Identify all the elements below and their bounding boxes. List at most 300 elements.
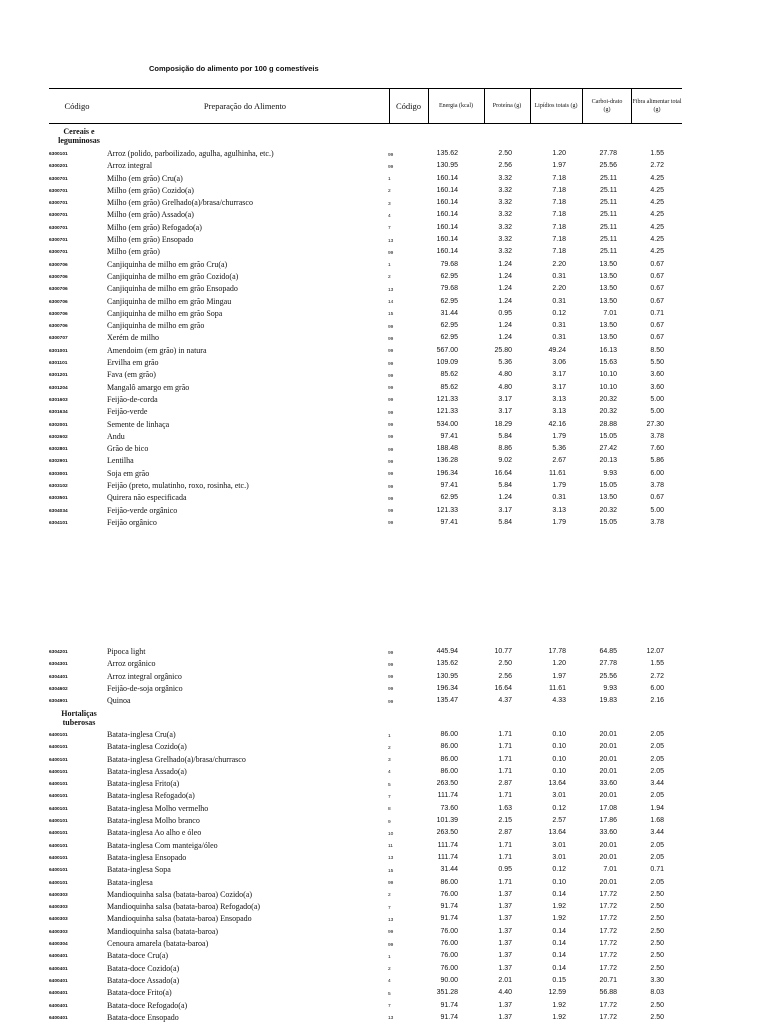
lipid-value: 0.14 (552, 940, 566, 948)
protein-value: 1.71 (498, 755, 512, 763)
food-code: 6304901 (49, 699, 68, 705)
table-row (0, 234, 768, 246)
protein-value: 1.71 (498, 853, 512, 861)
food-code: 6400401 (49, 978, 68, 984)
food-preparation: Batata-doce Cozido(a) (107, 963, 180, 973)
food-code: 6400303 (49, 905, 68, 911)
table-row (0, 308, 768, 320)
protein-value: 3.32 (498, 248, 512, 256)
table-row (0, 975, 768, 987)
carbohydrate-value: 25.11 (600, 211, 617, 219)
food-preparation: Canjiquinha de milho em grão Sopa (107, 308, 223, 318)
energy-value: 79.68 (440, 285, 458, 293)
lipid-value: 3.01 (552, 853, 566, 861)
food-preparation: Feijão-verde orgânico (107, 505, 178, 515)
preparation-code: 8 (388, 807, 391, 813)
food-preparation: Andu (107, 431, 125, 441)
protein-value: 2.01 (498, 976, 512, 984)
table-row (0, 148, 768, 160)
energy-value: 111.74 (437, 841, 458, 849)
preparation-code: 99 (388, 435, 394, 441)
lipid-value: 0.12 (552, 866, 566, 874)
energy-value: 76.00 (440, 964, 458, 972)
protein-value: 5.84 (498, 432, 512, 440)
energy-value: 86.00 (440, 767, 458, 775)
lipid-value: 0.31 (552, 272, 566, 280)
lipid-value: 3.01 (552, 841, 566, 849)
table-row (0, 766, 768, 778)
food-preparation: Cenoura amarela (batata-baroa) (107, 939, 209, 949)
energy-value: 130.95 (436, 162, 458, 170)
header-lipidios: Lipídios totais (g) (534, 102, 578, 109)
carbohydrate-value: 15.05 (599, 518, 617, 526)
food-code: 6400101 (49, 855, 68, 861)
preparation-code: 14 (388, 300, 394, 306)
fiber-value: 1.55 (650, 150, 664, 157)
carbohydrate-value: 17.72 (599, 940, 617, 948)
food-code: 6400401 (49, 954, 68, 960)
table-row (0, 394, 768, 406)
fiber-value: 0.67 (650, 260, 664, 268)
food-code: 6300701 (49, 250, 68, 256)
food-code: 6300701 (49, 201, 68, 207)
preparation-code: 99 (388, 336, 394, 342)
carbohydrate-value: 16.13 (599, 346, 617, 354)
food-preparation: Feijão orgânico (107, 517, 157, 527)
fiber-value: 8.50 (650, 346, 664, 354)
food-preparation: Semente de linhaça (107, 419, 170, 429)
preparation-code: 10 (388, 831, 394, 837)
carbohydrate-value: 17.72 (599, 952, 617, 960)
lipid-value: 3.13 (552, 506, 566, 514)
fiber-value: 3.78 (650, 482, 664, 490)
fiber-value: 3.60 (650, 371, 664, 379)
fiber-value: 2.50 (650, 1001, 664, 1009)
food-code: 6304201 (49, 650, 68, 655)
carbohydrate-value: 13.50 (599, 272, 617, 280)
lipid-value: 0.12 (552, 804, 566, 812)
protein-value: 1.37 (498, 890, 512, 898)
energy-value: 351.28 (436, 989, 458, 997)
energy-value: 160.14 (436, 211, 458, 219)
energy-value: 73.60 (440, 804, 458, 812)
protein-value: 4.80 (498, 371, 512, 379)
table-row (0, 480, 768, 492)
food-preparation: Milho (em grão) Assado(a) (107, 210, 194, 220)
lipid-value: 1.97 (552, 162, 566, 170)
carbohydrate-value: 17.08 (599, 804, 617, 812)
preparation-code: 99 (388, 484, 394, 490)
food-code: 6303102 (49, 484, 68, 490)
fiber-value: 2.50 (650, 940, 664, 948)
lipid-value: 7.18 (552, 186, 566, 194)
preparation-code: 99 (388, 410, 394, 416)
table-row (0, 296, 768, 308)
carbohydrate-value: 33.60 (599, 829, 617, 837)
carbohydrate-value: 9.93 (603, 469, 617, 477)
table-row (0, 889, 768, 901)
protein-value: 1.71 (498, 743, 512, 751)
preparation-code: 99 (388, 324, 394, 330)
carbohydrate-value: 56.88 (599, 989, 617, 997)
energy-value: 111.74 (437, 853, 458, 861)
fiber-value: 2.50 (650, 927, 664, 935)
fiber-value: 3.78 (650, 518, 664, 526)
carbohydrate-value: 20.01 (599, 755, 617, 763)
protein-value: 1.37 (498, 915, 512, 923)
fiber-value: 4.25 (650, 174, 664, 182)
preparation-code: 5 (388, 991, 391, 997)
lipid-value: 0.31 (552, 297, 566, 305)
energy-value: 91.74 (440, 1013, 458, 1021)
protein-value: 25.80 (494, 346, 512, 354)
table-row (0, 369, 768, 381)
table-row (0, 658, 768, 670)
carbohydrate-value: 13.50 (599, 260, 617, 268)
food-code: 6400101 (49, 880, 68, 886)
protein-value: 4.80 (498, 383, 512, 391)
preparation-code: 2 (388, 893, 391, 899)
energy-value: 76.00 (440, 952, 458, 960)
food-code: 6304101 (49, 520, 68, 526)
fiber-value: 5.00 (650, 408, 664, 416)
lipid-value: 4.33 (552, 697, 566, 705)
preparation-code: 15 (388, 868, 394, 874)
carbohydrate-value: 64.85 (599, 648, 617, 655)
food-code: 6300101 (49, 152, 68, 157)
lipid-value: 13.64 (548, 829, 566, 837)
food-code: 6304401 (49, 674, 68, 680)
energy-value: 101.39 (436, 817, 458, 825)
table-row (0, 197, 768, 209)
protein-value: 18.29 (494, 420, 512, 428)
fiber-value: 5.00 (650, 506, 664, 514)
fiber-value: 4.25 (650, 211, 664, 219)
fiber-value: 2.05 (650, 878, 664, 886)
lipid-value: 3.17 (552, 383, 566, 391)
protein-value: 1.37 (498, 940, 512, 948)
preparation-code: 5 (388, 782, 391, 788)
food-preparation: Arroz integral (107, 161, 153, 171)
preparation-code: 99 (388, 423, 394, 429)
section-cereais: Cereais e leguminosas (58, 127, 100, 145)
energy-value: 97.41 (440, 482, 458, 490)
fiber-value: 2.05 (650, 792, 664, 800)
lipid-value: 11.61 (549, 469, 566, 477)
carbohydrate-value: 17.72 (599, 927, 617, 935)
carbohydrate-value: 17.72 (599, 1013, 617, 1021)
food-code: 6300707 (49, 336, 68, 342)
energy-value: 263.50 (436, 829, 458, 837)
energy-value: 196.34 (436, 684, 458, 692)
protein-value: 1.71 (498, 841, 512, 849)
carbohydrate-value: 17.72 (599, 903, 617, 911)
food-preparation: Mandioquinha salsa (batata-baroa) Ensopado (107, 914, 252, 924)
table-row (0, 357, 768, 369)
protein-value: 1.24 (498, 494, 512, 502)
table-row (0, 160, 768, 172)
preparation-code: 99 (388, 650, 394, 656)
fiber-value: 2.05 (650, 731, 664, 738)
header-proteina: Proteína (g) (492, 102, 522, 109)
preparation-code: 99 (388, 447, 394, 453)
lipid-value: 7.18 (552, 211, 566, 219)
fiber-value: 27.30 (646, 420, 664, 428)
preparation-code: 99 (388, 699, 394, 705)
section-hortalicas: Hortaliças tuberosas (61, 709, 97, 727)
fiber-value: 0.71 (650, 866, 664, 874)
carbohydrate-value: 27.78 (599, 660, 617, 668)
fiber-value: 2.50 (650, 915, 664, 923)
food-preparation: Arroz integral orgânico (107, 671, 182, 681)
energy-value: 160.14 (436, 174, 458, 182)
energy-value: 86.00 (440, 878, 458, 886)
carbohydrate-value: 27.42 (599, 445, 617, 453)
food-code: 6300701 (49, 176, 68, 182)
table-body-block1 (0, 148, 768, 529)
preparation-code: 99 (388, 675, 394, 681)
preparation-code: 4 (388, 979, 391, 985)
table-row (0, 963, 768, 975)
protein-value: 1.37 (498, 1001, 512, 1009)
fiber-value: 12.07 (646, 648, 664, 655)
protein-value: 2.87 (498, 780, 512, 788)
food-code: 6300706 (49, 262, 68, 268)
carbohydrate-value: 20.01 (599, 878, 617, 886)
table-row (0, 173, 768, 185)
table-row (0, 913, 768, 925)
protein-value: 4.37 (498, 697, 512, 705)
protein-value: 3.32 (498, 199, 512, 207)
lipid-value: 7.18 (552, 236, 566, 244)
fiber-value: 0.67 (650, 494, 664, 502)
energy-value: 62.95 (440, 322, 458, 330)
lipid-value: 42.16 (548, 420, 566, 428)
table-row (0, 505, 768, 517)
carbohydrate-value: 17.72 (599, 915, 617, 923)
preparation-code: 1 (388, 177, 391, 183)
carbohydrate-value: 20.01 (599, 767, 617, 775)
preparation-code: 99 (388, 509, 394, 515)
lipid-value: 2.20 (552, 285, 566, 293)
food-preparation: Amendoim (em grão) in natura (107, 345, 207, 355)
preparation-code: 4 (388, 213, 391, 219)
food-code: 6400101 (49, 806, 68, 812)
fiber-value: 0.67 (650, 285, 664, 293)
food-code: 6400401 (49, 991, 68, 997)
protein-value: 2.50 (498, 150, 512, 157)
carbohydrate-value: 15.05 (599, 482, 617, 490)
energy-value: 86.00 (440, 755, 458, 763)
fiber-value: 3.30 (650, 976, 664, 984)
protein-value: 1.37 (498, 1013, 512, 1021)
food-code: 6400101 (49, 843, 68, 849)
food-code: 6300701 (49, 188, 68, 194)
lipid-value: 2.20 (552, 260, 566, 268)
fiber-value: 4.25 (650, 248, 664, 256)
preparation-code: 99 (388, 152, 394, 158)
protein-value: 1.71 (498, 792, 512, 800)
fiber-value: 2.05 (650, 755, 664, 763)
lipid-value: 1.79 (552, 518, 566, 526)
energy-value: 62.95 (440, 494, 458, 502)
preparation-code: 13 (388, 917, 394, 923)
table-row (0, 754, 768, 766)
food-preparation: Batata-inglesa Ensopado (107, 852, 187, 862)
lipid-value: 0.31 (552, 494, 566, 502)
carbohydrate-value: 20.32 (599, 506, 617, 514)
energy-value: 160.14 (436, 236, 458, 244)
food-code: 6400304 (49, 942, 68, 948)
table-row (0, 671, 768, 683)
protein-value: 1.24 (498, 272, 512, 280)
carbohydrate-value: 13.50 (599, 297, 617, 305)
food-preparation: Arroz (polido, parboilizado, agulha, agulhinha, etc.) (107, 149, 274, 158)
protein-value: 1.37 (498, 927, 512, 935)
food-preparation: Canjiquinha de milho em grão (107, 321, 205, 331)
protein-value: 5.84 (498, 518, 512, 526)
food-code: 6400101 (49, 757, 68, 763)
food-preparation: Pipoca light (107, 647, 146, 656)
lipid-value: 3.01 (552, 792, 566, 800)
energy-value: 567.00 (436, 346, 458, 354)
fiber-value: 2.50 (650, 890, 664, 898)
table-row (0, 345, 768, 357)
table-row (0, 332, 768, 344)
carbohydrate-value: 13.50 (599, 494, 617, 502)
energy-value: 62.95 (440, 334, 458, 342)
table-row (0, 950, 768, 962)
food-code: 6304301 (49, 662, 68, 668)
lipid-value: 3.13 (552, 408, 566, 416)
table-row (0, 1000, 768, 1012)
fiber-value: 4.25 (650, 236, 664, 244)
table-row (0, 877, 768, 889)
food-preparation: Batata-inglesa Cru(a) (107, 730, 176, 739)
protein-value: 1.37 (498, 964, 512, 972)
food-preparation: Milho (em grão) Grelhado(a)/brasa/churrasco (107, 198, 253, 208)
food-code: 6300701 (49, 225, 68, 231)
lipid-value: 11.61 (549, 684, 566, 692)
food-preparation: Batata-doce Cru(a) (107, 951, 169, 961)
table-row (0, 926, 768, 938)
fiber-value: 4.25 (650, 186, 664, 194)
energy-value: 121.33 (436, 408, 458, 416)
fiber-value: 0.71 (650, 309, 664, 317)
energy-value: 109.09 (436, 359, 458, 367)
preparation-code: 99 (388, 164, 394, 170)
protein-value: 1.63 (498, 804, 512, 812)
protein-value: 3.32 (498, 236, 512, 244)
energy-value: 76.00 (440, 940, 458, 948)
fiber-value: 6.00 (650, 469, 664, 477)
food-code: 6400101 (49, 794, 68, 800)
header-preparacao: Preparação do Alimento (203, 100, 287, 111)
preparation-code: 99 (388, 881, 394, 887)
carbohydrate-value: 17.86 (599, 817, 617, 825)
food-preparation: Batata-doce Frito(a) (107, 988, 172, 998)
preparation-code: 99 (388, 521, 394, 527)
fiber-value: 1.68 (650, 817, 664, 825)
food-code: 6302602 (49, 434, 68, 440)
fiber-value: 2.16 (650, 697, 664, 705)
protein-value: 1.71 (498, 878, 512, 886)
food-preparation: Feijão-de-soja orgânico (107, 683, 183, 693)
food-code: 6300706 (49, 287, 68, 293)
preparation-code: 99 (388, 496, 394, 502)
lipid-value: 3.13 (552, 395, 566, 403)
energy-value: 79.68 (440, 260, 458, 268)
table-body-block3 (0, 729, 768, 1024)
fiber-value: 4.25 (650, 199, 664, 207)
energy-value: 76.00 (440, 890, 458, 898)
carbohydrate-value: 15.05 (599, 432, 617, 440)
fiber-value: 5.86 (650, 457, 664, 465)
energy-value: 534.00 (436, 420, 458, 428)
energy-value: 160.14 (436, 223, 458, 231)
food-preparation: Batata-inglesa Molho vermelho (107, 803, 209, 813)
energy-value: 97.41 (440, 432, 458, 440)
food-preparation: Mandioquinha salsa (batata-baroa) Refogado(a) (107, 902, 261, 912)
preparation-code: 15 (388, 312, 394, 318)
table-row (0, 840, 768, 852)
food-code: 6302001 (49, 422, 68, 428)
carbohydrate-value: 20.13 (599, 457, 617, 465)
fiber-value: 1.94 (650, 804, 664, 812)
energy-value: 160.14 (436, 199, 458, 207)
energy-value: 136.28 (436, 457, 458, 465)
food-code: 6400401 (49, 1015, 68, 1021)
carbohydrate-value: 20.71 (599, 976, 617, 984)
header-carboidrato: Carboi-drato (g) (591, 98, 623, 113)
table-row (0, 443, 768, 455)
lipid-value: 0.15 (552, 976, 566, 984)
food-preparation: Batata-inglesa Cozido(a) (107, 742, 187, 752)
food-code: 6304602 (49, 686, 68, 692)
fiber-value: 0.67 (650, 272, 664, 280)
header-codigo-preparacao: Código (395, 100, 422, 111)
protein-value: 8.86 (498, 445, 512, 453)
lipid-value: 1.92 (552, 903, 566, 911)
header-fibra: Fibra alimentar total (g) (632, 98, 682, 113)
carbohydrate-value: 20.01 (599, 743, 617, 751)
food-preparation: Milho (em grão) Cozido(a) (107, 185, 194, 195)
table-row (0, 790, 768, 802)
food-code: 6400303 (49, 892, 68, 898)
lipid-value: 0.14 (552, 890, 566, 898)
table-row (0, 815, 768, 827)
food-preparation: Milho (em grão) Ensopado (107, 235, 194, 245)
preparation-code: 7 (388, 226, 391, 232)
food-code: 6300706 (49, 311, 68, 317)
food-code: 6400303 (49, 917, 68, 923)
carbohydrate-value: 25.11 (600, 186, 617, 194)
food-preparation: Milho (em grão) (107, 247, 160, 257)
lipid-value: 2.57 (552, 817, 566, 825)
carbohydrate-value: 9.93 (603, 684, 617, 692)
table-row (0, 222, 768, 234)
protein-value: 1.24 (498, 260, 512, 268)
food-code: 6300706 (49, 299, 68, 305)
carbohydrate-value: 20.01 (599, 731, 617, 738)
carbohydrate-value: 10.10 (599, 371, 617, 379)
food-code: 6400101 (49, 745, 68, 751)
carbohydrate-value: 25.56 (599, 672, 617, 680)
protein-value: 16.64 (494, 684, 512, 692)
header-codigo: Código (64, 100, 90, 111)
header-separator (484, 88, 485, 123)
food-preparation: Soja em grão (107, 468, 150, 478)
